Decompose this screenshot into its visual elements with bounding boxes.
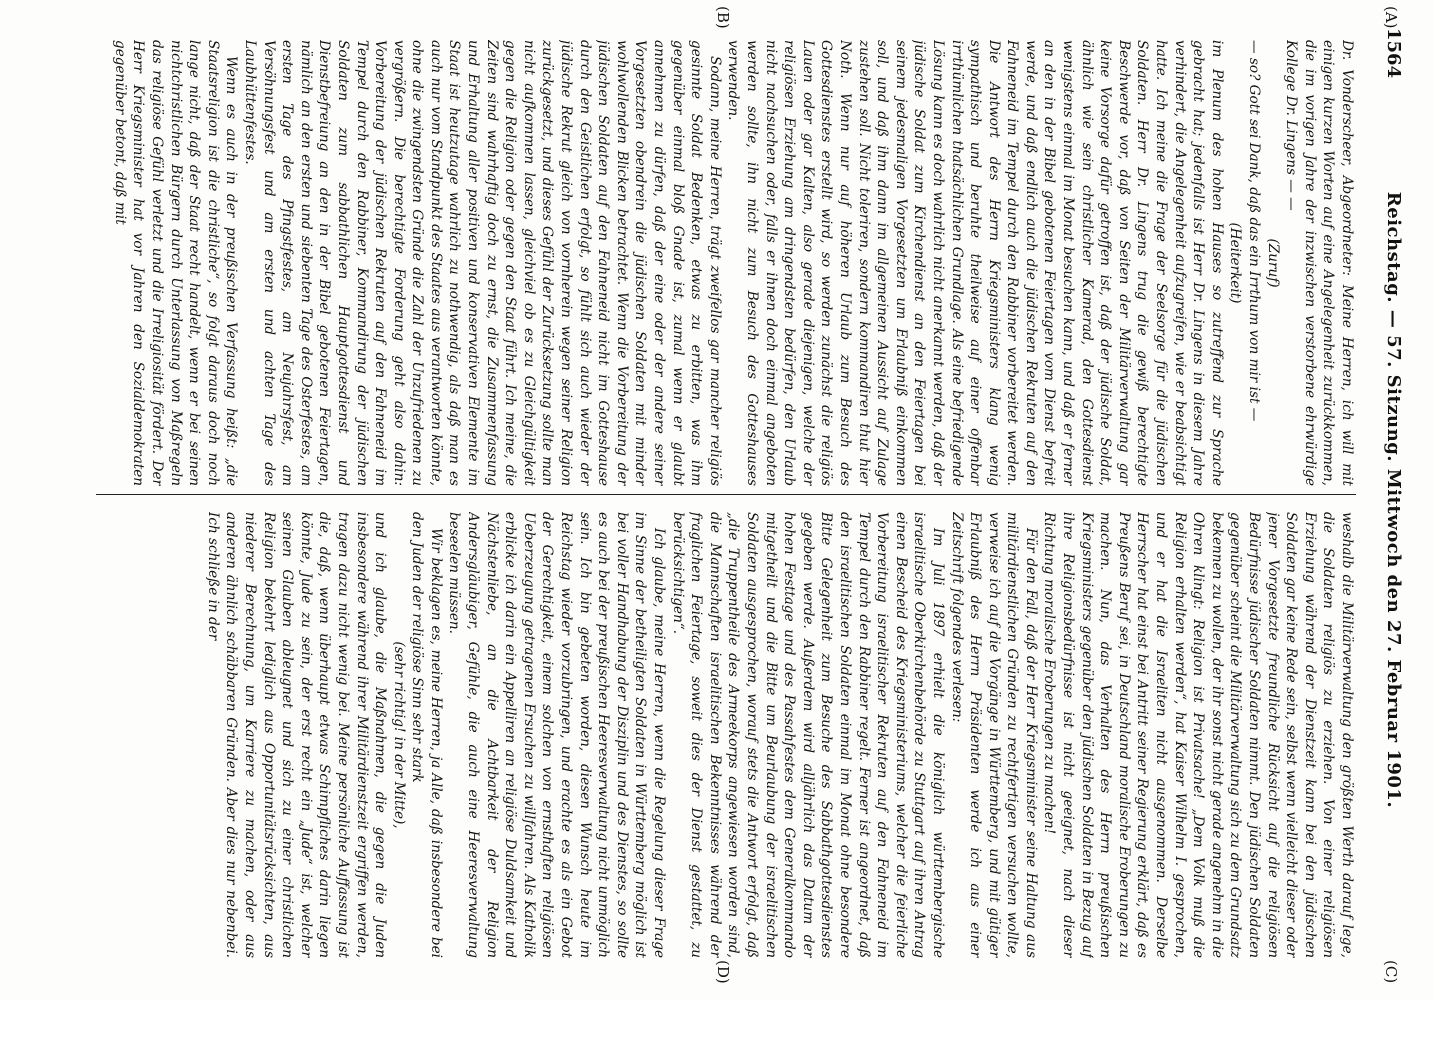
paragraph: Für den Fall, daß der Herr Kriegsminister seine Haltung aus militärdienstlichen Gründen zu rechtfertigen versuchen wollte, verweise ich auf die Vorgänge in Württemberg, und mit gütiger Erlaubniß des Herrn Präsidenten werde ich aus einer Zeitschrift folgendes verlesen: (948, 512, 1039, 958)
paragraph: Sodann, meine Herren, trägt zweifellos gar mancher religiös gesinnte Soldat Bedenken, etwas zu erbitten, was ihm gegenüber einmal bloß Gnade ist, zumal wenn er glaubt annehmen zu dürfen, daß der eine oder der andere seiner Vorgesetzten obendrein die jüdischen Soldaten mit minder wohlwollenden Blicken betrachtet. Wenn die Vorbereitung der jüdischen Soldaten auf den Fahneneid nicht im Gotteshause durch den Geistlichen erfolgt, so fühlt sich auch wieder der jüdische Rekrut gleich von vornherein wegen seiner Religion zurückgesetzt, und dieses Gefühl der Zurücksetzung sollte man nicht aufkommen lassen, gleichviel ob es zu Gleichgültigkeit gegen die Religion oder gegen den Staat führt. Ich meine, die Zeiten sind wahrhaftig doch zu ernst, die Zusammenfassung und Erhaltung aller positiven und konservativen Elemente im Staat ist heutzutage wahrlich zu nothwendig, als daß man es auch nur vom Standpunkt des Staates aus verantworten könnte, ohne die zwingendsten Gründe die Zahl der Unzufriedenen zu vergrößern. Die berechtigte Forderung geht also dahin: Vorbereitung der jüdischen Rekruten auf den Fahneneid im Tempel durch den Rabbiner, Kommandirung der jüdischen Soldaten zum sabbathlichen Hauptgottesdienst und Dienstbefreiung an den in der Bibel gebotenen Feiertagen, nämlich an den ersten und siebenten Tage des Osterfestes, am ersten Tage des Pfingstfestes, am Neujahrsfest, am Versöhnungsfest und am ersten und achten Tage des Laubhüttenfestes. (241, 40, 723, 486)
margin-marker-d: (D) (714, 960, 732, 984)
digitization-footer (0, 417, 277, 1057)
left-text-column (92, 40, 1356, 486)
interjection: (sehr richtig! in der Mitte), (390, 641, 407, 829)
quoted-paragraph: Im Juli 1897 erhielt die königlich württembergische israelitische Oberkirchenbehörde zu Stuttgart auf ihren Antrag einen Bescheid des Kriegsministeriums, welcher die feierliche Vorbereitung israelitischer Rekruten auf den Fahneneid im Tempel durch den Rabbiner regelt. Ferner ist angeordnet, daß den israelitischen Soldaten einmal im Monat ohne besondere Bitte Gelegenheit zum Besuche des Sabbathgottesdienstes gegeben werde. Außerdem wird alljährlich das Datum der hohen Festtage und des Passahfestes dem Generalkommando mitgetheilt und die Bitte um Beurlaubung der israelitischen Soldaten ausgesprochen, worauf stets die Antwort erfolgt, daß „die Truppentheile des Armeekorps angewiesen worden sind, die Mannschaften israelitischen Bekenntnisses während der fraglichen Feiertage, soweit dies der Dienst gestattet, zu berücksichtigen“. (669, 512, 946, 958)
margin-marker-c: (C) (1382, 960, 1400, 984)
paragraph: im Plenum des hohen Hauses so zutreffend zur Sprache gebracht hat; jedenfalls ist Herr Dr. Lingens in diesem Jahre verhindert, die Angelegenheit aufzugreifen, wie er beabsichtigt hatte. Ich meine die Frage der Seelsorge für die jüdischen Soldaten. Herr Dr. Lingens trug die gewiß berechtigte Beschwerde vor, daß von Seiten der Militärverwaltung gar keine Vorsorge dafür getroffen ist, daß der jüdische Soldat, ähnlich wie sein christlicher Kamerad, den Gottesdienst wenigstens einmal im Monat besuchen kann, und daß er ferner an den in der Bibel gebotenen Feiertagen vom Dienst befreit werde, und daß endlich auch die jüdischen Rekruten auf den Fahneneid im Tempel durch den Rabbiner vorbereitet werden. Die Antwort des Herrn Kriegsministers klang wenig sympathisch und beruhte theilweise auf einer offenbar irrthümlichen thatsächlichen Grundlage. Als eine befriedigende Lösung kann es doch wahrlich nicht anerkannt werden, daß der jüdische Soldat zum Kirchendienst an den Feiertagen bei seinem jedesmaligen Vorgesetzten um Erlaubniß einkommen soll, und daß ihm dann im allgemeinen Aussicht auf Zulage zustehen soll. Nicht toleriren, sondern kommandiren thut hier Noth. Wenn nur auf höheren Urlaub zum Besuch des Gottesdienstes erstellt wird, so werden zunächst die religiös Lauen oder gar Kalten, also gerade diejenigen, welche der religiösen Erziehung am dringendsten bedürfen, den Urlaub nicht nachsuchen oder, falls er ihnen doch einmal angeboten werden sollte, ihn nicht zum Besuch des Gotteshauses verwenden. (725, 40, 1225, 486)
paragraph: Dr. Vonderscheer, Abgeordneter: Meine Herren, ich will mit einigen kurzen Worten auf eine Angelegenheit zurückkommen, die im vorigen Jahre der inzwischen verstorbene ehrwürdige Kollege Dr. Lingens — — (1283, 40, 1355, 486)
interjection: (Heiterkeit) (1227, 222, 1244, 304)
interjection: (Zuruf) (1264, 238, 1281, 288)
paragraph: Wenn es auch in der preußischen Verfassung heißt: „die Staatsreligion ist die christliche“, so folgt daraus doch noch lange nicht, daß der Staat recht handelt, wenn er bei seinen nichtchristlichen Bürgern durch Unterlassung von Maßregeln das religiöse Gefühl verletzt und die Irreligiosität fördert. Der Herr Kriegsminister hat vor Jahren den Sozialdemokraten gegenüber betont, daß mit (111, 40, 240, 486)
margin-marker-b: (B) (714, 6, 732, 29)
page-title: Reichstag. — 57. Sitzung. Mittwoch den 27. Februar 1901. (1383, 191, 1404, 809)
page-number: 1564 (1383, 28, 1404, 79)
paragraph: und ich glaube, die Maßnahmen, die gegen die Juden insbesondere während ihrer Militärdienstzeit ergriffen werden, tragen dazu nicht wenig bei. Meine persönliche Auffassung ist die, daß, wenn überhaupt etwas Schimpfliches darin liegen könnte, Jude zu sein, der erst recht ein „Jude“ ist, welcher seinen Glauben ableugnet und sich zu einer christlichen Religion bekehrt lediglich aus Opportunitätsrücksichten, aus niederer Berechnung, um Karriere zu machen, oder aus anderen ähnlich schäbbaren Gründen. Aber dies nur nebenbei. Ich schließe in der (204, 512, 389, 958)
paragraph: Ich glaube, meine Herren, wenn die Regelung dieser Frage im Sinne der betheiligten Soldaten in Württemberg möglich ist bei voller Handhabung der Disziplin und des Dienstes, so sollte es auch bei der preußischen Heeresverwaltung nicht unmöglich sein. Ich bin gebeten worden, diesen Wunsch heute im Reichstag wieder vorzubringen, und erachte es als ein Gebot der Gerechtigkeit, einem solchen von ernsthaften religiösen Ueberzeugung getragenen Ersuchen zu willfahren. Als Katholik erblicke ich darin ein Appelliren an religiöse Duldsamkeit und Nächstenliebe, an die Achtbarkeit der Religion Andersgläubiger, Gefühle, die auch eine Heeresverwaltung beseelen müssen. (446, 512, 668, 958)
paragraph: — so? Gott sei Dank, daß das ein Irrthum von mir ist — (1246, 40, 1263, 422)
column-divider (96, 494, 1356, 495)
margin-marker-a: (A) (1382, 6, 1400, 29)
right-text-column (92, 512, 1356, 958)
paragraph: weshalb die Militärverwaltung den größten Werth darauf lege, die Soldaten religiös zu erziehen. Von einer religiösen Erziehung während der Dienstzeit kann bei den jüdischen Soldaten gar keine Rede sein, selbst wenn vielleicht dieser oder jener Vorgesetzte freundliche Rücksicht auf die religiösen Bedürfnisse jüdischer Soldaten nimmt. Den jüdischen Soldaten gegenüber scheint die Militärverwaltung sich zu dem Grundsatz bekennen zu wollen, der ihr sonst nicht gerade angenehm in die Ohren klingt: Religion ist Privatsache! „Dem Volk muß die Religion erhalten werden“, hat Kaiser Wilhelm I. gesprochen, und er hat die Israeliten nicht ausgenommen. Derselbe Herrscher hat einst bei Antritt seiner Regierung erklärt, daß es Preußens Beruf sei, in Deutschland moralische Eroberungen zu machen. Nun, das Verhalten des Herrn preußischen Kriegsministers gegenüber den jüdischen Soldaten in Bezug auf ihre Religionsbedürfnisse ist nicht geeignet, nach dieser Richtung moralische Eroberungen zu machen! (1041, 512, 1355, 958)
page-header (1370, 28, 1404, 972)
paragraph: Wir beklagen es, meine Herren, ja Alle, daß insbesondere bei den Juden der religiöse Sinn sehr stark (409, 512, 444, 958)
